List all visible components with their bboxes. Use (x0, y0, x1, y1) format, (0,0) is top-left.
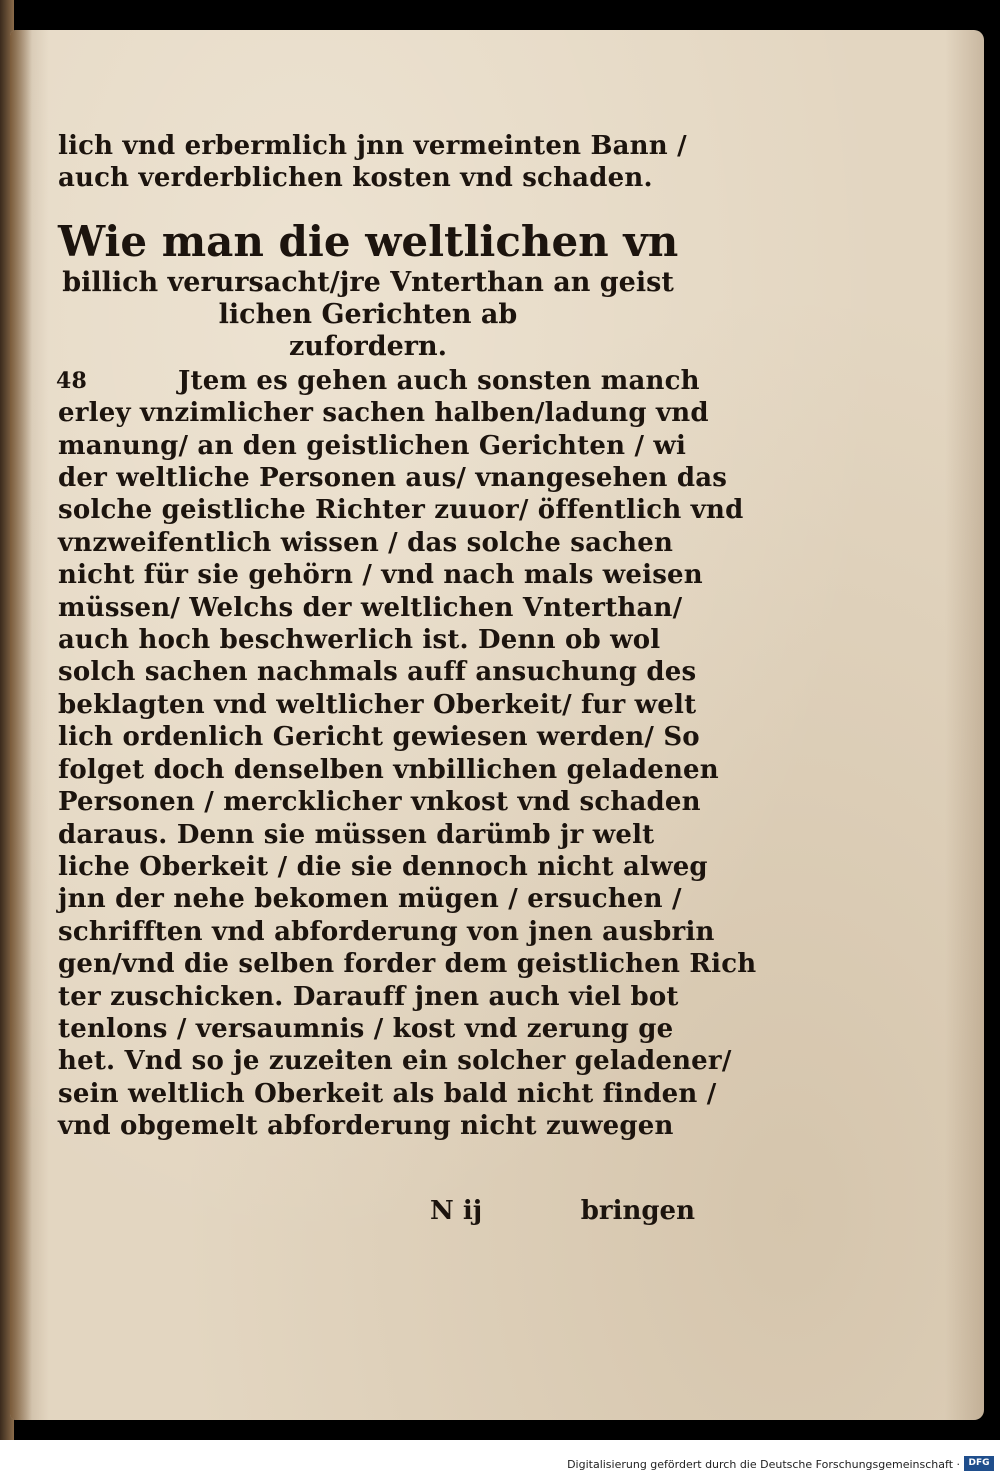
body-line: müssen/ Welchs der weltlichen Vnterthan/ (58, 592, 683, 623)
body-line: tenlons / versaumnis / kost vnd zerung ge (58, 1013, 674, 1044)
body-line: auch hoch beschwerlich ist. Denn ob wol (58, 625, 661, 656)
body-line: daraus. Denn sie müssen darümb jr welt (58, 819, 655, 850)
body-line: solch sachen nachmals auff ansuchung des (58, 657, 697, 688)
body-line: vnd obgemelt abforderung nicht zuwegen (58, 1111, 674, 1142)
heading-line-1: Wie man die weltlichen vn (58, 216, 679, 266)
body-line: der weltliche Personen aus/ vnangesehen das (58, 463, 728, 494)
body-line: jnn der nehe bekomen mügen / ersuchen / (58, 884, 682, 915)
body-line: het. Vnd so je zuzeiten ein solcher geladener/ (58, 1046, 732, 1077)
top-line-2: auch verderblichen kosten vnd schaden. (58, 163, 653, 194)
heading-line-4: zufordern. (288, 330, 448, 362)
heading-line-2: billich verursacht/jre Vnterthan an geist (62, 266, 674, 298)
heading-line-3: lichen Gerichten ab (218, 298, 518, 330)
body-line: ter zuschicken. Darauff jnen auch viel bot (58, 981, 679, 1012)
body-line-text: Jtem es gehen auch sonsten manch (178, 365, 700, 396)
marginal-number: 48 (56, 367, 88, 394)
top-line-1: lich vnd erbermlich jnn vermeinten Bann / (58, 131, 687, 161)
body-line (58, 365, 698, 397)
body-line: vnzweifentlich wissen / das solche sachen (58, 527, 674, 558)
body-line: gen/vnd die selben forder dem geistlichen Rich (58, 949, 757, 980)
funding-credit: Digitalisierung gefördert durch die Deutsche Forschungsgemeinschaft · (567, 1458, 960, 1471)
body-line: liche Oberkeit / die sie dennoch nicht alweg (58, 851, 708, 882)
body-line: Personen / mercklicher vnkost vnd schaden (58, 787, 701, 818)
body-line: sein weltlich Oberkeit als bald nicht finden / (58, 1078, 717, 1109)
body-line: nicht für sie gehörn / vnd nach mals weisen (58, 560, 703, 591)
signature-mark: N ij (430, 1196, 483, 1226)
body-text (56, 365, 757, 1143)
body-line: lich ordenlich Gericht gewiesen werden/ So (58, 722, 700, 753)
body-line: solche geistliche Richter zuuor/ öffentlich vnd (58, 495, 744, 526)
body-line: beklagten vnd weltlicher Oberkeit/ fur welt (58, 689, 697, 720)
body-line: manung/ an den geistlichen Gerichten / wi (58, 430, 687, 461)
text-block (56, 130, 757, 1143)
dfg-logo: DFG (964, 1456, 994, 1471)
body-line: schrifften vnd abforderung von jnen ausbrin (58, 916, 715, 947)
body-line: folget doch denselben vnbillichen geladenen (58, 754, 719, 785)
binding-shadow (10, 30, 32, 1420)
credit-bar (0, 1440, 1000, 1483)
body-line: erley vnzimlicher sachen halben/ladung vnd (58, 398, 709, 429)
section-heading (58, 217, 678, 363)
catchword: bringen (580, 1196, 695, 1226)
